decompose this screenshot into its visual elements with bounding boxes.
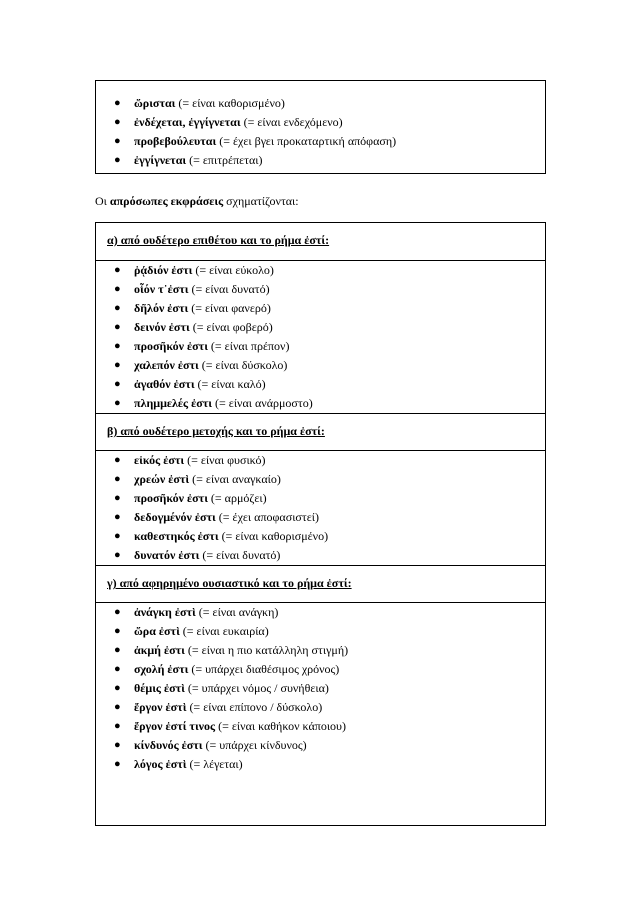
translation: (= υπάρχει κίνδυνος) xyxy=(202,738,307,752)
list-item xyxy=(96,451,545,470)
greek-term: προσῆκόν ἐστι xyxy=(134,491,208,505)
list-item xyxy=(96,261,545,280)
greek-term: εἰκός ἐστι xyxy=(134,453,185,467)
list-item xyxy=(96,113,545,132)
greek-term: ἀγαθόν ἐστι xyxy=(134,377,195,391)
list-item xyxy=(96,151,545,170)
bullet-icon: ● xyxy=(114,530,121,542)
translation: (= λέγεται) xyxy=(186,757,243,771)
translation: (= είναι αναγκαίο) xyxy=(189,472,281,486)
bullet-icon: ● xyxy=(114,701,121,713)
list-item xyxy=(96,299,545,318)
greek-term: δῆλόν ἐστι xyxy=(134,301,189,315)
bullet-icon: ● xyxy=(114,302,121,314)
translation: (= είναι ανάρμοστο) xyxy=(212,396,313,410)
translation: (= είναι φανερό) xyxy=(188,301,271,315)
list-item xyxy=(96,622,545,641)
greek-term: προβεβούλευται xyxy=(134,134,217,148)
bullet-icon: ● xyxy=(114,549,121,561)
translation: (= είναι ανάγκη) xyxy=(195,605,279,619)
translation: (= είναι η πιο κατάλληλη στιγμή) xyxy=(184,643,349,657)
bullet-icon: ● xyxy=(114,264,121,276)
greek-term: δυνατόν ἐστι xyxy=(134,548,200,562)
greek-term: ἀκμή ἐστι xyxy=(134,643,185,657)
list-item xyxy=(96,603,545,622)
list-item xyxy=(96,717,545,736)
translation: (= υπάρχει νόμος / συνήθεια) xyxy=(184,681,329,695)
translation: (= είναι εύκολο) xyxy=(192,263,274,277)
translation: (= είναι καθορισμένο) xyxy=(175,96,285,110)
list-item xyxy=(96,508,545,527)
section-list xyxy=(96,603,545,774)
translation: (= επιτρέπεται) xyxy=(186,153,263,167)
bullet-icon: ● xyxy=(114,492,121,504)
bullet-icon: ● xyxy=(114,397,121,409)
greek-term: θέμις ἐστὶ xyxy=(134,681,185,695)
translation: (= είναι δυνατό) xyxy=(199,548,281,562)
list-item xyxy=(96,375,545,394)
bullet-icon: ● xyxy=(114,97,121,109)
list-item xyxy=(96,132,545,151)
translation: (= υπάρχει διαθέσιμος χρόνος) xyxy=(188,662,340,676)
greek-term: ῥᾴδιόν ἐστι xyxy=(134,263,193,277)
list-item xyxy=(96,280,545,299)
translation: (= είναι επίπονο / δύσκολο) xyxy=(186,700,323,714)
bullet-icon: ● xyxy=(114,378,121,390)
greek-term: λόγος ἐστὶ xyxy=(134,757,187,771)
greek-term: ἐγγίγνεται xyxy=(134,153,187,167)
list-item xyxy=(96,394,545,413)
translation: (= είναι δύσκολο) xyxy=(198,358,288,372)
bullet-icon: ● xyxy=(114,359,121,371)
list-item xyxy=(96,318,545,337)
translation: (= έχει αποφασιστεί) xyxy=(215,510,319,524)
verbs-list xyxy=(96,94,545,170)
list-item xyxy=(96,527,545,546)
list-item xyxy=(96,679,545,698)
list-item xyxy=(96,660,545,679)
greek-term: κίνδυνός ἐστι xyxy=(134,738,203,752)
list-item xyxy=(96,641,545,660)
greek-term: ἐνδέχεται, ἐγγίγνεται xyxy=(134,115,241,129)
list-item xyxy=(96,470,545,489)
greek-term: ἔργον ἐστὶ xyxy=(134,700,187,714)
translation: (= είναι δυνατό) xyxy=(188,282,270,296)
list-item xyxy=(96,755,545,774)
translation: (= είναι πρέπον) xyxy=(207,339,290,353)
greek-term: ἀνάγκη ἐστὶ xyxy=(134,605,196,619)
section-list xyxy=(96,451,545,565)
translation: (= είναι ενδεχόμενο) xyxy=(240,115,343,129)
translation: (= είναι καλό) xyxy=(194,377,266,391)
translation: (= είναι φυσικό) xyxy=(184,453,266,467)
list-item xyxy=(96,94,545,113)
bullet-icon: ● xyxy=(114,154,121,166)
bullet-icon: ● xyxy=(114,473,121,485)
greek-term: χαλεπόν ἐστι xyxy=(134,358,199,372)
bullet-icon: ● xyxy=(114,644,121,656)
list-item xyxy=(96,356,545,375)
bullet-icon: ● xyxy=(114,739,121,751)
greek-term: ὥρα ἐστὶ xyxy=(134,624,180,638)
bullet-icon: ● xyxy=(114,321,121,333)
greek-term: σχολή ἐστι xyxy=(134,662,189,676)
greek-term: δεινόν ἐστι xyxy=(134,320,190,334)
section-heading: α) από ουδέτερο επιθέτου και το ρήμα ἐστί: xyxy=(96,223,545,261)
intro-text-end: σχηματίζονται: xyxy=(223,194,299,208)
bullet-icon: ● xyxy=(114,135,121,147)
translation: (= είναι καθορισμένο) xyxy=(218,529,329,543)
section-heading: β) από ουδέτερο μετοχής και το ρήμα ἐστί: xyxy=(96,413,545,451)
intro-text: Οι xyxy=(95,194,110,208)
list-item xyxy=(96,698,545,717)
bullet-icon: ● xyxy=(114,116,121,128)
list-item xyxy=(96,736,545,755)
list-item xyxy=(96,337,545,356)
bullet-icon: ● xyxy=(114,625,121,637)
section-list xyxy=(96,261,545,413)
greek-term: καθεστηκός ἐστι xyxy=(134,529,219,543)
section-heading: γ) από αφηρημένο ουσιαστικό και το ρήμα ἐστί: xyxy=(96,565,545,603)
list-item xyxy=(96,546,545,565)
greek-term: χρεών ἐστὶ xyxy=(134,472,190,486)
greek-term: προσῆκόν ἐστι xyxy=(134,339,208,353)
bullet-icon: ● xyxy=(114,663,121,675)
intro-bold: απρόσωπες εκφράσεις xyxy=(109,194,224,208)
greek-term: οἷόν τ᾽ἐστι xyxy=(134,282,189,296)
bullet-icon: ● xyxy=(114,454,121,466)
verbs-box xyxy=(95,80,546,174)
list-item xyxy=(96,489,545,508)
greek-term: ὥρισται xyxy=(134,96,176,110)
translation: (= έχει βγει προκαταρτική απόφαση) xyxy=(216,134,397,148)
bullet-icon: ● xyxy=(114,511,121,523)
greek-term: ἔργον ἐστί τινος xyxy=(134,719,216,733)
bullet-icon: ● xyxy=(114,340,121,352)
expressions-table xyxy=(95,222,546,826)
greek-term: πλημμελές ἐστι xyxy=(134,396,213,410)
translation: (= είναι ευκαιρία) xyxy=(179,624,269,638)
bullet-icon: ● xyxy=(114,758,121,770)
bullet-icon: ● xyxy=(114,606,121,618)
intro-paragraph xyxy=(95,193,299,209)
bullet-icon: ● xyxy=(114,682,121,694)
bullet-icon: ● xyxy=(114,720,121,732)
bullet-icon: ● xyxy=(114,283,121,295)
translation: (= αρμόζει) xyxy=(207,491,267,505)
translation: (= είναι καθήκον κάποιου) xyxy=(215,719,346,733)
translation: (= είναι φοβερό) xyxy=(189,320,273,334)
greek-term: δεδογμένόν ἐστι xyxy=(134,510,216,524)
